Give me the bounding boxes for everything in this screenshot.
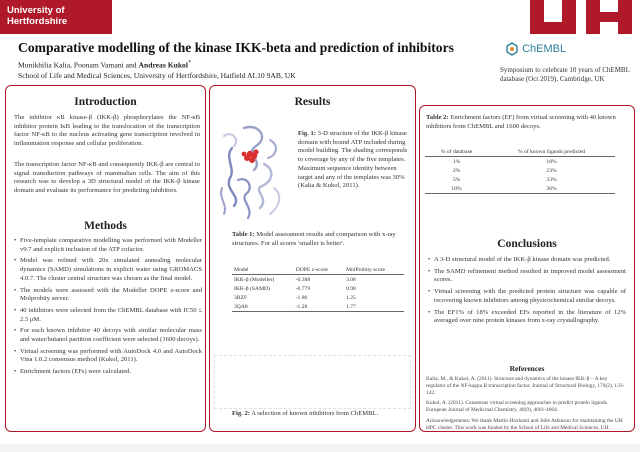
conclusions-list bbox=[428, 256, 626, 329]
references-title: References bbox=[509, 364, 545, 373]
table-header-cell: DOPE z-score bbox=[295, 266, 328, 273]
table-row bbox=[425, 184, 615, 194]
conclusions-title: Conclusions bbox=[497, 238, 557, 250]
methods-item: • Five-template comparative modelling was performed with Modeller v9.7 and explicit inclusion of the ATP cofactor. bbox=[14, 237, 202, 254]
conclusions-item: • The EF1% of 18% exceeded EFs reported in the literature of 12% averaged over nine protein kinases from x-ray crystallography. bbox=[428, 309, 626, 326]
table-1-label: Table 1: bbox=[232, 231, 255, 238]
table-cell: -0.388 bbox=[295, 276, 311, 283]
references-list bbox=[426, 376, 628, 432]
table-header-cell: Model bbox=[234, 266, 249, 273]
table-2-text: Enrichment factors (EF) from virtual screening with 40 known inhibitors from ChEMBL and 1600 decoys. bbox=[426, 114, 616, 130]
table-row bbox=[232, 293, 404, 302]
table-cell: IKK-β (Modeller) bbox=[234, 276, 275, 283]
table-row bbox=[425, 175, 615, 184]
university-name-box bbox=[0, 0, 112, 34]
protein-structure-figure bbox=[214, 118, 292, 228]
affiliation: School of Life and Medical Sciences, University of Hertfordshire, Hatfield AL10 9AB, UK bbox=[18, 70, 296, 80]
introduction-paragraph-2: The transcription factor NF-κB and consequently IKK-β are central to signal transduction pathways of mammalian cells. The aim of this research was to develop a 3D structural model of the IKK-β kinase domain and evaluate its performance for predicting inhibitors. bbox=[14, 161, 200, 195]
introduction-paragraph-1: The inhibitor κB kinase-β (IKK-β) phosphorylates the NF-κB inhibitor protein IκB leading to the translocation of the transcription factor NF-κB to the nucleus activating gene transcription involved in inflammation response and cellular proliferation. bbox=[14, 114, 200, 148]
table-row bbox=[232, 275, 404, 285]
methods-item: • For each known inhibitor 40 decoys with similar molecular mass and water/butanol partition coefficient were selected (1600 decoys). bbox=[14, 327, 202, 344]
table-header-row bbox=[232, 265, 404, 275]
poster-title: Comparative modelling of the kinase IKK-beta and prediction of inhibitors bbox=[18, 40, 454, 55]
table-cell: 3.08 bbox=[346, 276, 356, 283]
inhibitor-structures-figure bbox=[214, 355, 411, 409]
methods-list bbox=[14, 237, 202, 380]
results-title: Results bbox=[294, 96, 331, 108]
table-row bbox=[425, 166, 615, 175]
reference-item: Kukol, A. (2011). Consensus virtual screening approaches to predict protein ligands. European Journal of Medicinal Chemistry, 46(9), 4661-4664. bbox=[426, 399, 609, 413]
uh-logo bbox=[530, 0, 634, 34]
acknowledgements: Acknowledgements: We thank Martin Hoxhanti and Julie Atkinson for maintaining the UH HPC cluster. This work was funded by the School of Life and Medical Sciences, UH. bbox=[426, 418, 623, 432]
table-cell: IKK-β (SAMD) bbox=[234, 285, 270, 292]
table-row bbox=[425, 157, 615, 167]
table-cell: 33% bbox=[546, 176, 557, 183]
figure-2-label: Fig. 2: bbox=[232, 410, 250, 417]
figure-1-caption bbox=[298, 130, 410, 191]
table-cell: 5% bbox=[452, 176, 461, 183]
conclusions-item: • A 3-D structural model of the IKK-β kinase domain was predicted. bbox=[428, 256, 626, 265]
methods-item: • The models were assessed with the Modeller DOPE z-score and Molprobity server. bbox=[14, 287, 202, 304]
table-header-cell: MolProbity score bbox=[346, 266, 386, 273]
figure-1-label: Fig. 1: bbox=[298, 130, 316, 137]
methods-item: • Virtual screening was performed with AutoDock 4.0 and AutoDock Vina 1.0.2 consensus method (Kukol, 2011). bbox=[14, 348, 202, 365]
figure-1-text: 3-D structure of the IKK-β kinase domain with bound ATP included during model building. The shading corresponds to coverage by any of the five templates. Maximum sequence identity between target and any of the templates was 30% (Kalia & Kukol, 2011). bbox=[298, 130, 408, 190]
chembl-hex-icon bbox=[505, 42, 519, 56]
table-cell: 36% bbox=[546, 185, 557, 192]
figure-2-text: A selection of known inhibitors from ChEMBL. bbox=[251, 410, 379, 417]
chembl-logo-text: ChEMBL bbox=[522, 42, 567, 55]
table-header-cell: % of known ligands predicted bbox=[518, 148, 586, 155]
enrichment-factor-table bbox=[425, 147, 615, 194]
table-1-caption bbox=[232, 231, 410, 248]
poster-header bbox=[0, 0, 640, 34]
table-header-cell: % of database bbox=[440, 148, 473, 155]
table-cell: 18% bbox=[546, 158, 557, 165]
university-name: University of Hertfordshire bbox=[7, 5, 68, 27]
table-cell: -1.28 bbox=[295, 303, 308, 310]
model-assessment-table bbox=[232, 265, 404, 312]
author-names: Munikhilia Kalia, Poonam Vamani and bbox=[18, 60, 137, 70]
table-2-caption bbox=[426, 114, 626, 131]
symposium-note: Symposium to celebrate 10 years of ChEMBL database (Oct 2019), Cambridge, UK bbox=[500, 66, 630, 83]
introduction-title: Introduction bbox=[74, 96, 137, 108]
table-cell: 10% bbox=[451, 185, 462, 192]
table-header-row bbox=[425, 147, 615, 157]
methods-item: • Enrichment factors (EFs) were calculated. bbox=[14, 368, 202, 377]
table-cell: 23% bbox=[546, 167, 557, 174]
table-row bbox=[232, 284, 404, 293]
table-cell: -0.779 bbox=[295, 285, 311, 292]
methods-title: Methods bbox=[84, 220, 127, 232]
table-cell: 0.98 bbox=[346, 285, 356, 292]
footer-strip bbox=[0, 444, 640, 452]
corresponding-author: Andreas Kukol bbox=[138, 60, 188, 70]
table-cell: 1% bbox=[452, 158, 461, 165]
table-row bbox=[232, 302, 404, 312]
conclusions-item: • Virtual screening with the predicted protein structure was capable of recovering known inhibitors among physicochemical similar decoys. bbox=[428, 288, 626, 305]
table-cell: -1.80 bbox=[295, 294, 308, 301]
table-cell: 3RZF bbox=[234, 294, 248, 301]
conclusions-item: • The SAMD refinement method resulted in improved model assessment scores. bbox=[428, 268, 626, 285]
table-cell: 2% bbox=[452, 167, 461, 174]
table-cell: 3QA8 bbox=[234, 303, 248, 310]
table-2-label: Table 2: bbox=[426, 114, 449, 121]
methods-item: • Model was refined with 20x simulated annealing molecular dynamics (SAMD) simulations in explicit water using GROMACS 4.0.7. The cluster central structure was chosen as the final model. bbox=[14, 257, 202, 283]
table-1-text: Model assessment results and comparison with x-ray structures. For all scores 'smaller is better'. bbox=[232, 231, 396, 247]
figure-2-caption bbox=[232, 410, 402, 419]
chembl-logo bbox=[505, 42, 625, 66]
table-cell: 1.77 bbox=[346, 303, 356, 310]
left-panel bbox=[5, 85, 206, 432]
reference-item: Kalia, M., & Kukol, A. (2011). Structure and dynamics of the kinase IKK-β – A key regulator of the NF-kappa B transcription factor. Journal of Structural Biology, 176(2), 133-142. bbox=[426, 376, 625, 397]
table-cell: 1.25 bbox=[346, 294, 356, 301]
methods-item: • 40 inhibitors were selected from the ChEMBL database with IC50 ≤ 2.5 μM. bbox=[14, 307, 202, 324]
authors-block: Munikhilia Kalia, Poonam Vamani and Andreas Kukol* School of Life and Medical Sciences, University of Hertfordshire, Hatfield AL10 9AB, UK bbox=[18, 59, 296, 80]
